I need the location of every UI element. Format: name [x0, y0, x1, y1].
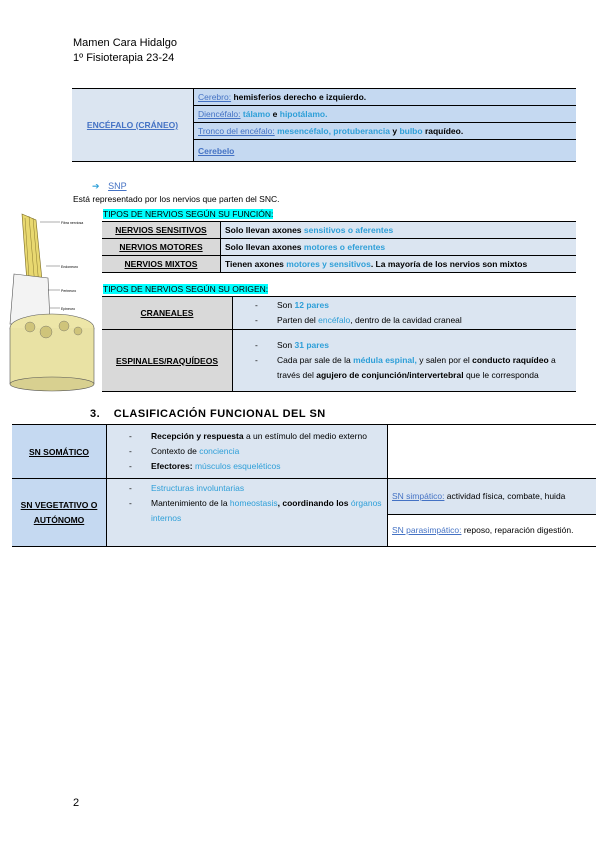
snp-link[interactable]: SNP	[108, 181, 127, 191]
b2-hl: encéfalo	[318, 315, 351, 325]
desc-post: . La mayoría de los nervios son mixtos	[370, 259, 528, 269]
sn-somatico-label: SN SOMÁTICO	[12, 425, 107, 479]
parasimpatico-text: reposo, reparación digestión.	[461, 525, 574, 535]
b2-hl: homeostasis	[229, 498, 278, 508]
nervios-mixtos-label: NERVIOS MIXTOS	[102, 256, 221, 273]
b2-b: y salen por el	[416, 355, 473, 365]
encefalo-label	[72, 89, 194, 162]
encefalo-row-diencefalo	[194, 106, 577, 123]
funcion-title	[103, 209, 273, 219]
page-number: 2	[73, 797, 80, 809]
funcion-row	[102, 222, 576, 239]
encefalo-table	[72, 88, 576, 162]
b2-f: que le corresponda	[463, 370, 539, 380]
b2-hl: médula espinal,	[353, 355, 417, 365]
b2-b: , coordinando los	[277, 498, 351, 508]
label-fibra: Fibra nerviosa	[61, 221, 84, 225]
b2-pre: Contexto de	[151, 446, 200, 456]
term-diencefalo[interactable]: Diencéfalo:	[198, 109, 241, 119]
somatico-bullet	[107, 429, 387, 444]
tronco-rest: raquídeo.	[422, 126, 464, 136]
b2-post: , dentro de la cavidad craneal	[350, 315, 462, 325]
espinales-label: ESPINALES/RAQUÍDEOS	[102, 330, 233, 392]
b2-a: Mantenimiento de la	[151, 498, 230, 508]
sn-vegetativo-desc	[107, 479, 388, 547]
nerve-figure	[0, 210, 102, 392]
section-number: 3.	[90, 408, 101, 420]
b2-c: conducto raquídeo	[472, 355, 549, 365]
encefalo-row-cerebro	[194, 89, 577, 106]
snp-heading	[92, 181, 127, 192]
b2-hl2: órganos internos	[151, 498, 382, 523]
sn-parasimpatico-cell	[388, 515, 597, 547]
simpatico-text: actividad física, combate, huida	[444, 491, 566, 501]
b1-pre: Son	[277, 300, 295, 310]
b3-pre: Efectores:	[151, 461, 195, 471]
encefalo-row-cerebelo	[194, 140, 577, 162]
somatico-bullet	[107, 444, 387, 459]
sn-somatico-desc	[107, 425, 388, 479]
b2-pre: Parten del	[277, 315, 319, 325]
nervios-sensitivos-desc	[221, 222, 577, 239]
nervios-motores-label: NERVIOS MOTORES	[102, 239, 221, 256]
espinales-bullet	[233, 353, 572, 383]
origen-title	[103, 284, 268, 294]
espinales-bullet	[233, 338, 572, 353]
label-epineuro: Epineuro	[61, 307, 76, 311]
craneales-desc	[233, 297, 577, 330]
nervios-mixtos-desc	[221, 256, 577, 273]
espinales-desc	[233, 330, 577, 392]
sn-vegetativo-label: SN VEGETATIVO O AUTÓNOMO	[12, 479, 107, 547]
course-name: 1º Fisioterapia 23-24	[73, 52, 175, 64]
b1-pre: Son	[277, 340, 295, 350]
b2-hl: conciencia	[199, 446, 240, 456]
cerebro-text: hemisferios derecho e izquierdo.	[231, 92, 367, 102]
encefalo-label-text[interactable]: ENCÉFALO (CRÁNEO)	[86, 120, 179, 130]
label-endoneuro: Endoneuro	[61, 265, 79, 269]
b2-d: a través del	[277, 355, 556, 380]
nervios-sensitivos-label: NERVIOS SENSITIVOS	[102, 222, 221, 239]
funcion-row	[102, 239, 576, 256]
b1-hl: 31 pares	[294, 340, 329, 350]
sn-simpatico-link[interactable]: SN simpático:	[392, 491, 445, 501]
b1-a: Recepción y respuesta	[151, 431, 244, 441]
label-perineuro: Perineuro	[61, 289, 77, 293]
desc-pre: Tienen axones	[225, 259, 287, 269]
tronco-hl1: mesencéfalo, protuberancia	[274, 126, 390, 136]
craneales-bullet	[233, 313, 576, 328]
diencefalo-hl2: hipotálamo.	[279, 109, 328, 119]
vegetativo-bullet	[107, 496, 387, 526]
funcion-table	[102, 221, 576, 273]
craneales-label: CRANEALES	[102, 297, 233, 330]
nerve-fibers-icon	[10, 214, 94, 391]
arrow-icon: ➔	[92, 181, 100, 191]
snp-intro: Está representado por los nervios que parten del SNC.	[73, 194, 280, 204]
empty-cell	[388, 425, 597, 479]
tronco-hl2: bulbo	[399, 126, 423, 136]
term-tronco[interactable]: Tronco del encéfalo:	[198, 126, 275, 136]
b1-b: a un estímulo del medio externo	[243, 431, 367, 441]
funcion-row	[102, 256, 576, 273]
origen-table	[102, 296, 576, 392]
desc-pre: Solo llevan axones	[225, 225, 304, 235]
term-cerebro[interactable]: Cerebro:	[198, 92, 232, 102]
b2-e: agujero de conjunción/intervertebral	[316, 370, 464, 380]
section3-heading	[90, 408, 326, 420]
diencefalo-mid: e	[270, 109, 280, 119]
b3-hl: músculos esqueléticos	[194, 461, 281, 471]
desc-hl: sensitivos o aferentes	[303, 225, 394, 235]
craneales-bullet	[233, 298, 576, 313]
clasificacion-table	[12, 424, 596, 547]
b1-hl: Estructuras involuntarias	[151, 483, 245, 493]
author-name: Mamen Cara Hidalgo	[73, 37, 177, 49]
b1-hl: 12 pares	[294, 300, 329, 310]
desc-hl: motores y sensitivos	[286, 259, 371, 269]
b2-a: Cada par sale de la	[277, 355, 354, 365]
origen-title-text: TIPOS DE NERVIOS SEGÚN SU ORIGEN:	[103, 284, 269, 294]
funcion-title-text: TIPOS DE NERVIOS SEGÚN SU FUNCIÓN:	[103, 209, 274, 219]
encefalo-row-tronco	[194, 123, 577, 140]
section-title: CLASIFICACIÓN FUNCIONAL DEL SN	[113, 408, 326, 420]
diencefalo-hl1: tálamo	[240, 109, 271, 119]
desc-hl: motores o eferentes	[303, 242, 386, 252]
nervios-motores-desc	[221, 239, 577, 256]
desc-pre: Solo llevan axones	[225, 242, 304, 252]
vegetativo-bullet	[107, 481, 387, 496]
tronco-mid: y	[389, 126, 400, 136]
sn-simpatico-cell	[388, 479, 597, 515]
term-cerebelo[interactable]: Cerebelo	[198, 145, 235, 156]
somatico-bullet	[107, 459, 387, 474]
sn-parasimpatico-link[interactable]: SN parasimpático:	[392, 525, 462, 535]
